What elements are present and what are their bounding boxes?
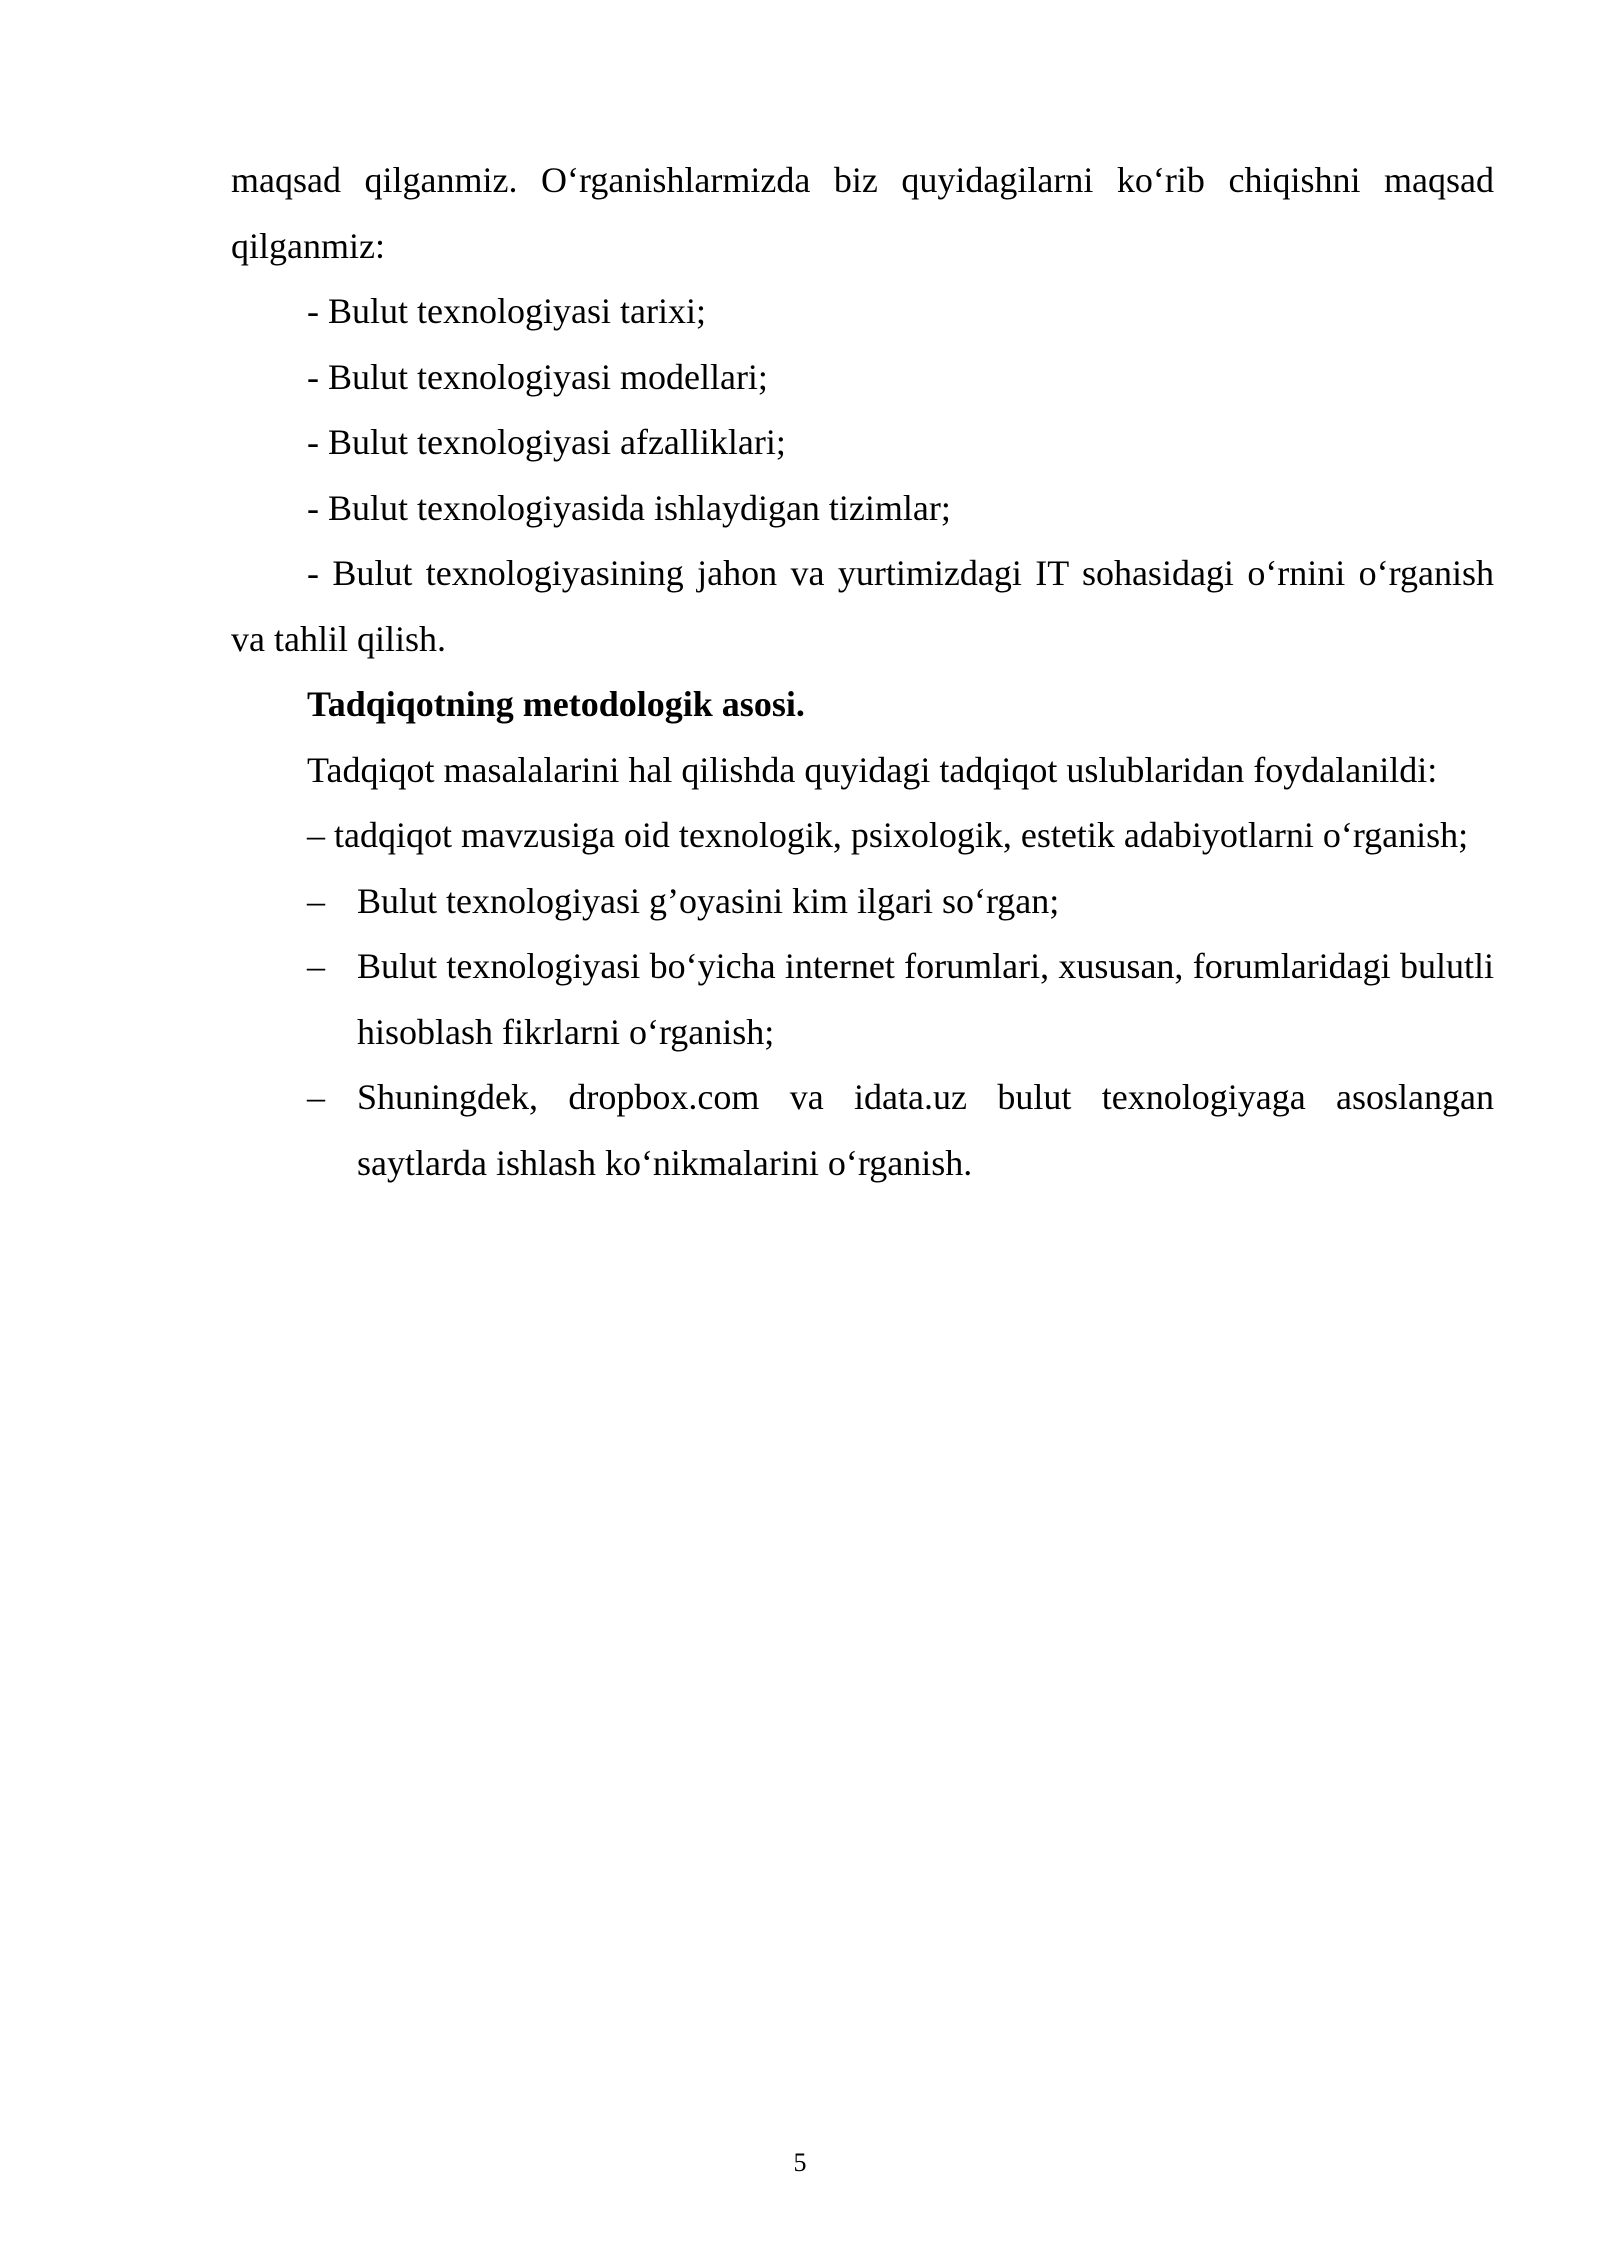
goal-item: - Bulut texnologiyasida ishlaydigan tizimlar; <box>307 487 951 528</box>
page-number: 5 <box>793 2148 807 2177</box>
goal-item: - Bulut texnologiyasi tarixi; <box>307 291 706 331</box>
dash-marker: – <box>307 946 325 986</box>
method-text: Shuningdek, dropbox.com va idata.uz bulut texnologiyaga asoslangan saytlarda ishlash ko‘nikmalarini o‘rganish. <box>357 1077 1494 1183</box>
method-text: Bulut texnologiyasi g’oyasini kim ilgari so‘rgan; <box>357 880 1060 921</box>
method-item: – tadqiqot mavzusiga oid texnologik, psixologik, estetik adabiyotlarni o‘rganish; <box>307 815 1469 855</box>
intro-paragraph: maqsad qilganmiz. O‘rganishlarmizda biz quyidagilarni ko‘rib chiqishni maqsad qilganmiz: <box>231 160 1494 266</box>
method-item <box>231 1065 1494 1196</box>
methods-intro: Tadqiqot masalalarini hal qilishda quyidagi tadqiqot uslublaridan foydalanildi: <box>307 749 1438 790</box>
method-item <box>231 869 1494 935</box>
section-heading: Tadqiqotning metodologik asosi. <box>307 684 805 724</box>
dash-marker: – <box>307 1077 325 1117</box>
method-text: Bulut texnologiyasi bo‘yicha internet forumlari, xususan, forumlaridagi bulutli hisoblash fikrlarni o‘rganish; <box>357 946 1494 1052</box>
goal-item: - Bulut texnologiyasi afzalliklari; <box>307 422 786 462</box>
goal-item: - Bulut texnologiyasi modellari; <box>307 356 768 397</box>
dash-marker: – <box>307 880 325 921</box>
method-item <box>231 934 1494 1065</box>
goal-item: - Bulut texnologiyasining jahon va yurtimizdagi IT sohasidagi o‘rnini o‘rganish va tahlil qilish. <box>231 553 1494 659</box>
document-body <box>231 148 1494 1196</box>
